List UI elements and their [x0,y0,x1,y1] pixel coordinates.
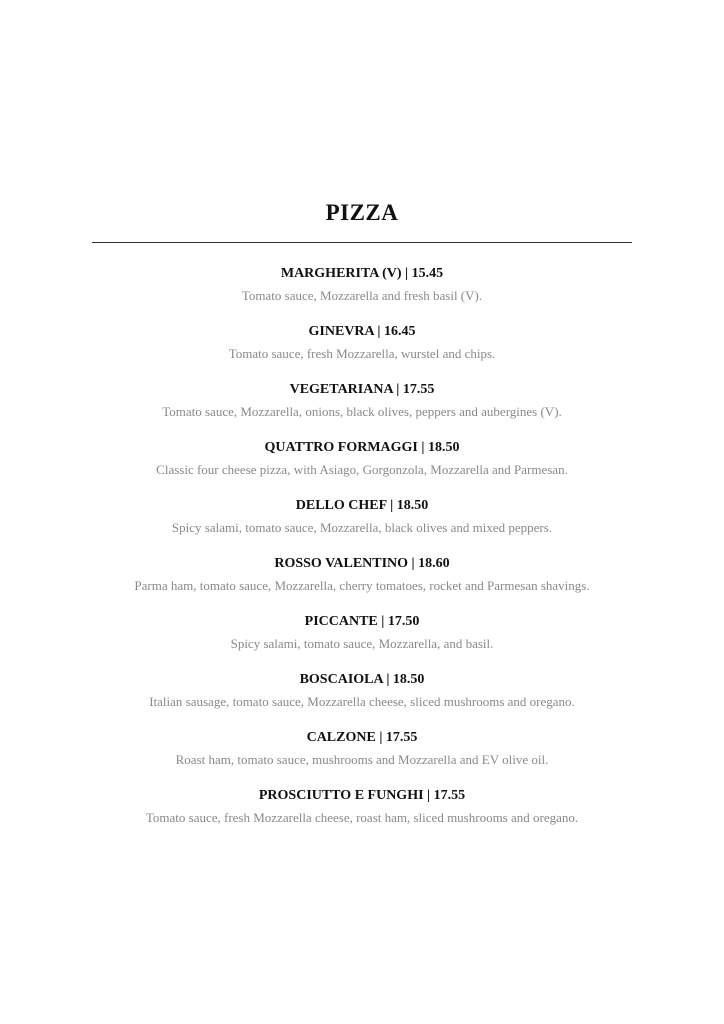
menu-item-calzone [0,728,724,786]
menu-item-name: ROSSO VALENTINO | 18.60 [274,556,450,571]
menu-item-description: Tomato sauce, Mozzarella, onions, black olives, peppers and aubergines (V). [162,404,562,419]
menu-item-prosciutto-e-funghi [0,786,724,844]
title-divider [92,242,632,243]
menu-item-name: VEGETARIANA | 17.55 [289,382,435,397]
page-title: PIZZA [325,200,399,225]
menu-item-name: MARGHERITA (V) | 15.45 [280,266,444,281]
menu-item-description: Italian sausage, tomato sauce, Mozzarella cheese, sliced mushrooms and oregano. [149,694,575,709]
menu-item-description: Tomato sauce, Mozzarella and fresh basil (V). [241,288,483,303]
menu-item-boscaiola [0,670,724,728]
menu-item-quattro-formaggi [0,438,724,496]
menu-item-name: PICCANTE | 17.50 [304,614,420,629]
menu-item-description: Parma ham, tomato sauce, Mozzarella, cherry tomatoes, rocket and Parmesan shavings. [134,578,590,593]
menu-item-piccante [0,612,724,670]
menu-item-name: CALZONE | 17.55 [306,730,418,745]
menu-item-name: GINEVRA | 16.45 [308,324,416,339]
menu-item-description: Spicy salami, tomato sauce, Mozzarella, and basil. [230,636,494,651]
menu-item-description: Spicy salami, tomato sauce, Mozzarella, black olives and mixed peppers. [171,520,553,535]
menu-item-name: DELLO CHEF | 18.50 [295,498,429,513]
menu-item-ginevra [0,322,724,380]
menu-item-description: Tomato sauce, fresh Mozzarella cheese, roast ham, sliced mushrooms and oregano. [145,810,579,825]
menu-item-rosso-valentino [0,554,724,612]
menu-item-name: BOSCAIOLA | 18.50 [299,672,425,687]
menu-item-description: Tomato sauce, fresh Mozzarella, wurstel and chips. [228,346,496,361]
menu-item-description: Classic four cheese pizza, with Asiago, Gorgonzola, Mozzarella and Parmesan. [156,462,568,477]
menu-item-description: Roast ham, tomato sauce, mushrooms and Mozzarella and EV olive oil. [175,752,549,767]
menu-item-vegetariana [0,380,724,438]
menu-item-dello-chef [0,496,724,554]
menu-item-name: QUATTRO FORMAGGI | 18.50 [264,440,460,455]
menu-item-list [0,264,724,844]
menu-item-margherita [0,264,724,322]
menu-item-name: PROSCIUTTO E FUNGHI | 17.55 [258,788,466,803]
